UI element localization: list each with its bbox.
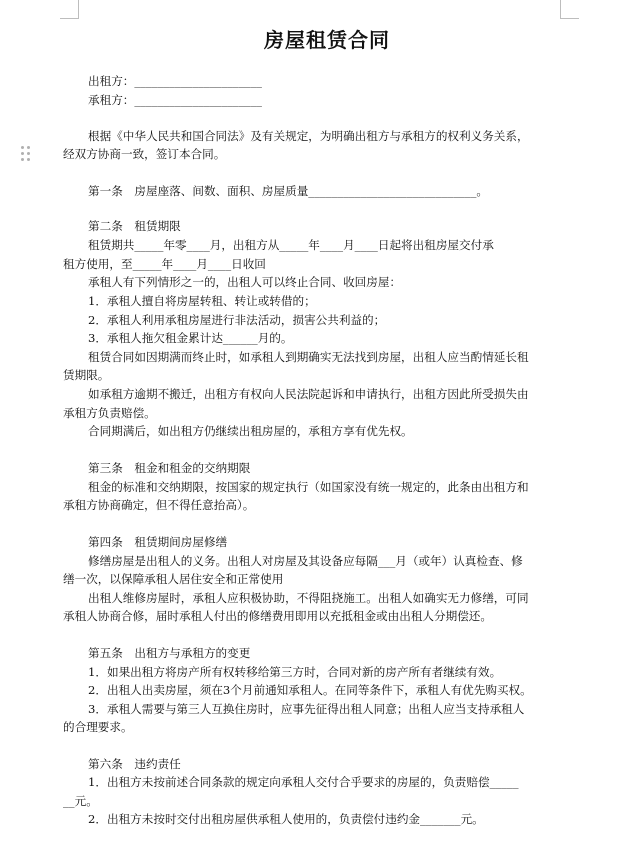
text-line: 承租方负责赔偿。	[63, 406, 156, 420]
text-line: 出租方：______________________	[88, 74, 262, 88]
text-line: 如承租方逾期不搬迁，出租方有权向人民法院起诉和申请执行，出租方因此所受损失由	[88, 387, 529, 401]
text-line: 第三条 租金和租金的交纳期限	[88, 461, 251, 475]
text-line: 缮一次，以保障承租人居住安全和正常使用	[63, 572, 284, 586]
text-line: 3．承租人需要与第三人互换住房时，应事先征得出租人同意；出租人应当支持承租人	[88, 702, 525, 716]
text-line: 出租人维修房屋时，承租人应积极协助，不得阻挠施工。出租人如确实无力修缮，可同	[88, 591, 529, 605]
text-line: 承租方：______________________	[88, 93, 262, 107]
text-line: 第四条 租赁期间房屋修缮	[88, 535, 228, 549]
text-line: 第六条 违约责任	[88, 757, 181, 771]
text-line: 合同期满后，如出租方仍继续出租房屋的，承租方享有优先权。	[88, 424, 413, 438]
text-line: 根据《中华人民共和国合同法》及有关规定，为明确出租方与承租方的权利义务关系，	[88, 129, 529, 143]
page-corner-mark-right	[560, 0, 579, 19]
text-line: 1．出租方未按前述合同条款的规定向承租人交付合乎要求的房屋的，负责赔偿_____	[88, 775, 519, 789]
text-line: 1．承租人擅自将房屋转租、转让或转借的；	[88, 294, 316, 308]
text-line: __元。	[63, 794, 98, 808]
text-line: 第二条 租赁期限	[88, 219, 181, 233]
text-line: 承租人有下列情形之一的，出租人可以终止合同、收回房屋：	[88, 275, 402, 289]
page-corner-mark-left	[60, 0, 79, 19]
drag-handle-icon[interactable]	[21, 146, 31, 162]
text-line: 第一条 房屋座落、间数、面积、房屋质量_____________________________。	[88, 184, 488, 198]
text-line: 经双方协商一致，签订本合同。	[63, 147, 226, 161]
text-line: 修缮房屋是出租人的义务。出租人对房屋及其设备应每隔___月（或年）认真检查、修	[88, 554, 523, 568]
text-line: 赁期限。	[63, 368, 110, 382]
text-line: 租赁合同如因期满而终止时，如承租人到期确实无法找到房屋，出租人应当酌情延长租	[88, 350, 529, 364]
text-line: 第五条 出租方与承租方的变更	[88, 646, 251, 660]
document-title: 房屋租赁合同	[264, 28, 390, 52]
text-line: 租金的标准和交纳期限，按国家的规定执行（如国家没有统一规定的，此条由出租方和	[88, 480, 529, 494]
text-line: 租方使用，至_____年____月____日收回	[63, 257, 266, 271]
text-line: 承租人协商合修，届时承租人付出的修缮费用即用以充抵租金或由出租人分期偿还。	[63, 609, 492, 623]
text-line: 3．承租人拖欠租金累计达______月的。	[88, 331, 293, 345]
text-line: 2．出租方未按时交付出租房屋供承租人使用的，负责偿付违约金_______元。	[88, 812, 484, 826]
text-line: 2．出租人出卖房屋，须在3个月前通知承租人。在同等条件下，承租人有优先购买权。	[88, 683, 532, 697]
text-line: 租赁期共_____年零____月，出租方从_____年____月____日起将出租房屋交付承	[88, 238, 494, 252]
text-line: 1．如果出租方将房产所有权转移给第三方时，合同对新的房产所有者继续有效。	[88, 665, 502, 679]
text-line: 承租方协商确定，但不得任意抬高）。	[63, 498, 255, 512]
text-line: 的合理要求。	[63, 720, 133, 734]
text-line: 2．承租人利用承租房屋进行非法活动，损害公共利益的；	[88, 313, 386, 327]
